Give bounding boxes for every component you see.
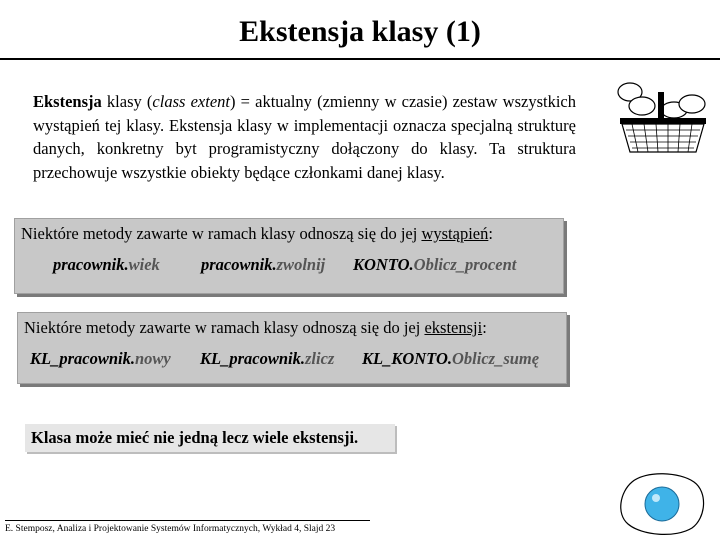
method-name: Oblicz_procent <box>413 255 517 274</box>
method-name: wiek <box>128 255 160 274</box>
heading-text: Niektóre metody zawarte w ramach klasy odnoszą się do jej <box>24 318 425 337</box>
method-item <box>353 255 516 275</box>
method-name: zwolnij <box>276 255 326 274</box>
method-object: KL_pracownik. <box>200 349 305 368</box>
intro-part1: klasy ( <box>101 92 153 111</box>
instance-methods-heading <box>21 224 493 244</box>
intro-english-term: class extent <box>152 92 230 111</box>
heading-colon: : <box>482 318 487 337</box>
footer-text: E. Stemposz, Analiza i Projektowanie Systemów Informatycznych, Wykład 4, Slajd 23 <box>5 524 336 534</box>
extent-methods-box <box>17 312 567 384</box>
title-divider <box>0 58 720 60</box>
heading-keyword: wystąpień <box>421 224 489 243</box>
method-item <box>362 349 539 369</box>
slide-title: Ekstensja klasy (1) <box>239 15 481 48</box>
method-item <box>200 349 334 369</box>
extent-methods-heading <box>24 318 487 338</box>
heading-text: Niektóre metody zawarte w ramach klasy odnoszą się do jej <box>21 224 422 243</box>
method-name: Oblicz_sumę <box>452 349 540 368</box>
method-object: KL_KONTO. <box>362 349 452 368</box>
note-box: Klasa może mieć nie jedną lecz wiele ekstensji. <box>25 424 395 452</box>
intro-paragraph <box>33 90 576 184</box>
egg-icon <box>612 468 712 538</box>
basket-of-eggs-icon <box>612 74 712 156</box>
method-object: pracownik. <box>201 255 277 274</box>
method-object: KONTO. <box>353 255 414 274</box>
instance-methods-box <box>14 218 564 294</box>
intro-term: Ekstensja <box>33 92 102 111</box>
footer-divider <box>5 520 370 521</box>
method-name: zlicz <box>304 349 335 368</box>
intro-part2: ) = aktualny (zmienny w czasie) zestaw wszystkich wystąpień tej klasy. Ekstensja klasy w implementacji oznacza specjalną strukturę danych, konkretny byt programistyczny dołączony do klasy. Ta struktura przechowuje wszystkie obiekty będące członkami danej klasy. <box>33 92 576 182</box>
heading-keyword: ekstensji <box>424 318 483 337</box>
method-item <box>53 255 160 275</box>
heading-colon: : <box>488 224 493 243</box>
method-object: pracownik. <box>53 255 129 274</box>
method-item <box>201 255 325 275</box>
method-name: nowy <box>134 349 171 368</box>
method-item <box>30 349 171 369</box>
method-object: KL_pracownik. <box>30 349 135 368</box>
